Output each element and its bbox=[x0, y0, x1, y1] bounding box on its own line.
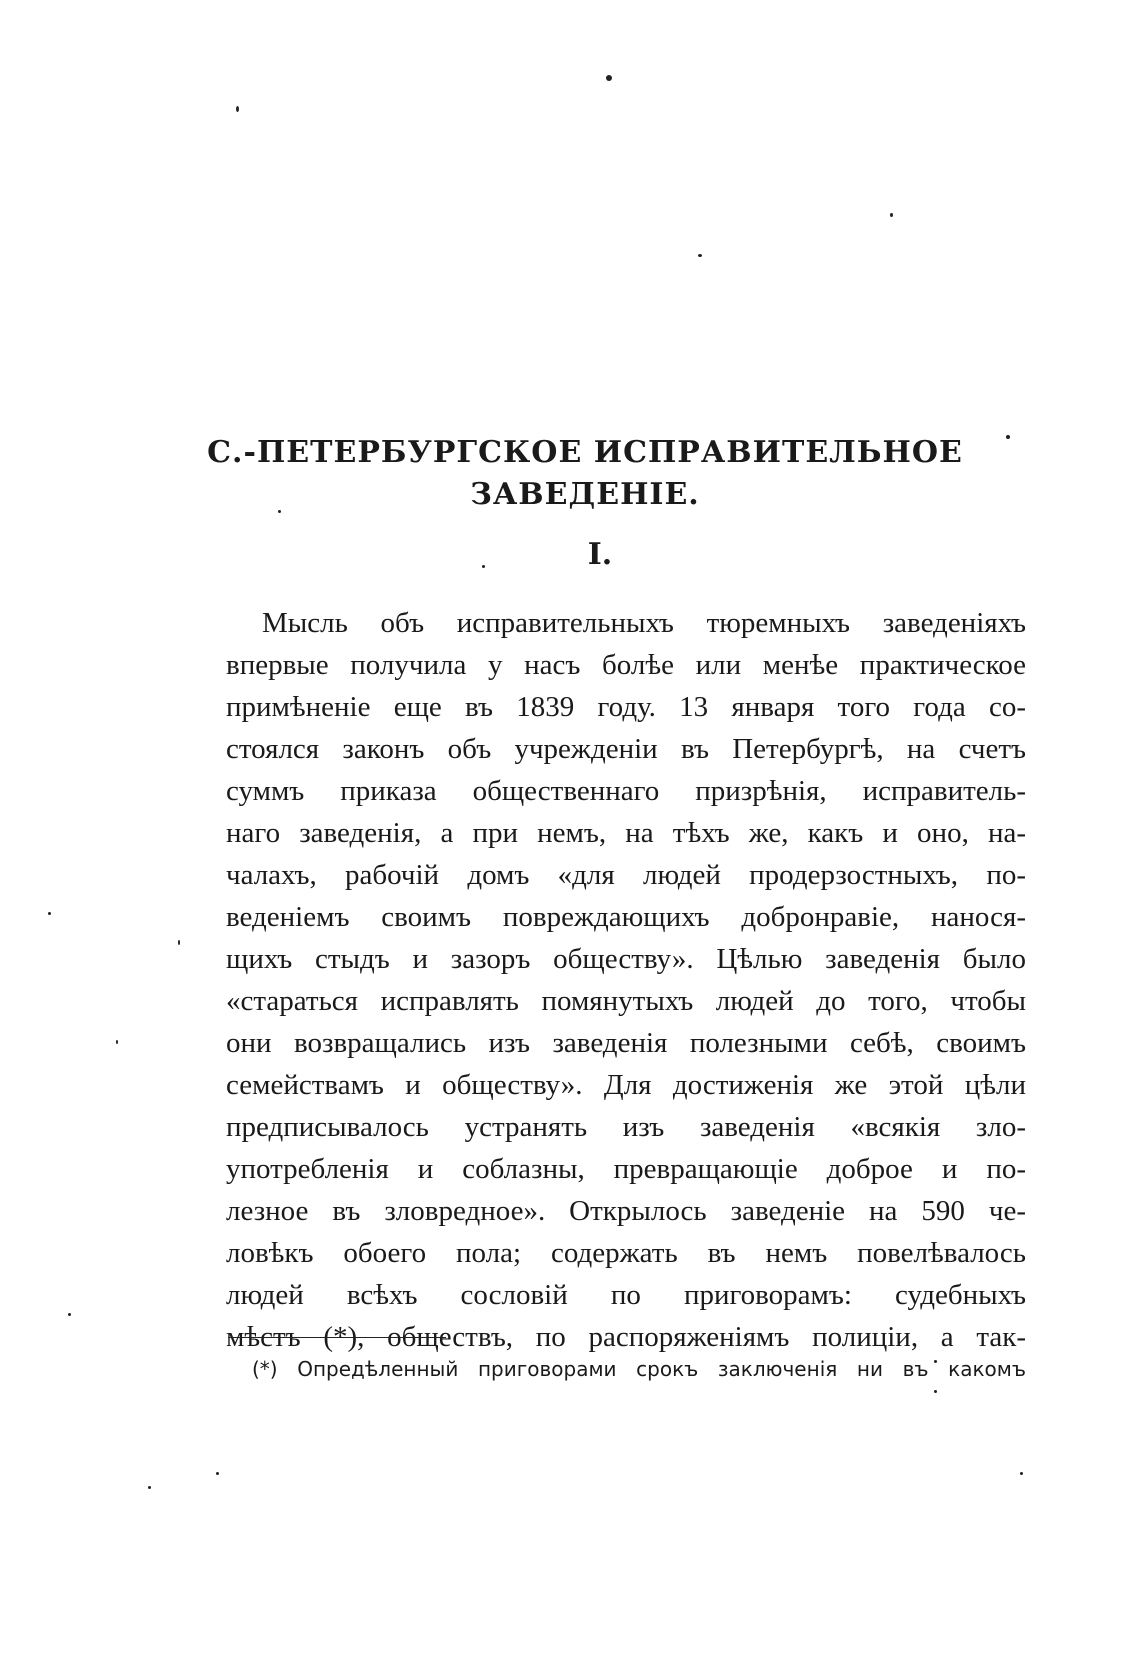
text-line: «стараться исправлять помянутыхъ людей до того, чтобы bbox=[226, 985, 1026, 1017]
scan-speck bbox=[48, 912, 51, 915]
text-line: мѣстъ (*), обществъ, по распоряженіямъ полиціи, а так- bbox=[226, 1321, 1026, 1353]
footnote: (*) Опредѣленный приговорами срокъ заключенія ни въ какомъ bbox=[252, 1357, 1026, 1381]
text-line: веденіемъ своимъ повреждающихъ добронравіе, нанося- bbox=[226, 901, 1026, 933]
scan-speck bbox=[1020, 1472, 1023, 1475]
scan-speck bbox=[148, 1486, 151, 1489]
scan-speck bbox=[698, 254, 702, 257]
text-line: щихъ стыдъ и зазоръ обществу». Цѣлью заведенія было bbox=[226, 943, 1026, 975]
footnote-divider bbox=[228, 1337, 446, 1338]
text-line: чалахъ, рабочій домъ «для людей продерзостныхъ, по- bbox=[226, 859, 1026, 891]
text-line: стоялся законъ объ учрежденіи въ Петербургѣ, на счетъ bbox=[226, 733, 1026, 765]
text-line: лезное въ зловредное». Открылось заведеніе на 590 че- bbox=[226, 1195, 1026, 1227]
scan-speck bbox=[68, 1313, 71, 1316]
scan-speck bbox=[178, 940, 180, 945]
text-line: предписывалось устранять изъ заведенія «всякія зло- bbox=[226, 1111, 1026, 1143]
text-line: людей всѣхъ сословій по приговорамъ: судебныхъ bbox=[226, 1279, 1026, 1311]
text-line: семействамъ и обществу». Для достиженія же этой цѣли bbox=[226, 1069, 1026, 1101]
text-line: Мысль объ исправительныхъ тюремныхъ заведеніяхъ bbox=[262, 607, 1026, 639]
text-line: наго заведенія, а при немъ, на тѣхъ же, какъ и оно, на- bbox=[226, 817, 1026, 849]
scan-speck bbox=[606, 75, 612, 81]
scan-speck bbox=[116, 1040, 118, 1044]
section-number: I. bbox=[587, 537, 613, 572]
text-line: употребленія и соблазны, превращающіе доброе и по- bbox=[226, 1153, 1026, 1185]
scan-speck bbox=[216, 1472, 219, 1475]
chapter-title-line-1: С.-ПЕТЕРБУРГСКОЕ ИСПРАВИТЕЛЬНОЕ bbox=[207, 435, 963, 470]
text-line: суммъ приказа общественнаго призрѣнія, исправитель- bbox=[226, 775, 1026, 807]
text-line: впервые получила у насъ болѣе или менѣе практическое bbox=[226, 649, 1026, 681]
scan-speck bbox=[890, 213, 893, 217]
text-line: они возвращались изъ заведенія полезными себѣ, своимъ bbox=[226, 1027, 1026, 1059]
chapter-title-line-2: ЗАВЕДЕНІЕ. bbox=[470, 477, 700, 512]
text-line: примѣненіе еще въ 1839 году. 13 января того года со- bbox=[226, 691, 1026, 723]
scan-speck bbox=[236, 106, 239, 112]
scan-speck bbox=[934, 1390, 937, 1393]
body-paragraph bbox=[226, 602, 1026, 1358]
text-line: ловѣкъ обоего пола; содержать въ немъ повелѣвалось bbox=[226, 1237, 1026, 1269]
